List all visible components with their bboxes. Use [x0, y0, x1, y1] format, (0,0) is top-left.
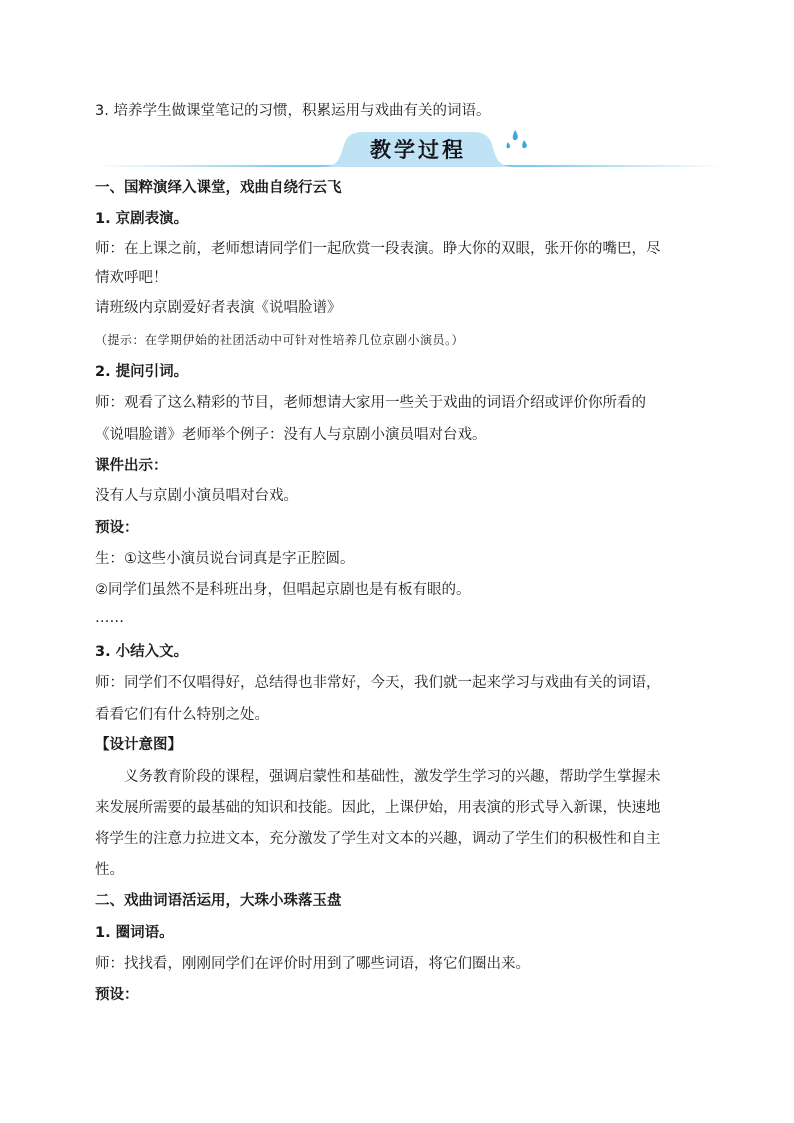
section-banner-title: 教学过程: [370, 138, 466, 162]
part1-step1-teacher-line2: 情欢呼吧！: [95, 270, 168, 286]
part2-preset-label: 预设：: [95, 987, 139, 1003]
part1-step2-teacher-line2: 《说唱脸谱》老师举个例子：没有人与京剧小演员唱对台戏。: [95, 427, 487, 443]
design-intent-label: 【设计意图】: [95, 737, 182, 753]
courseware-text: 没有人与京剧小演员唱对台戏。: [95, 488, 298, 504]
part1-step1-title: 1. 京剧表演。: [95, 211, 189, 227]
preset-answer-1: 生：①这些小演员说台词真是字正腔圆。: [95, 551, 355, 567]
part2-step1-teacher: 师：找找看，刚刚同学们在评价时用到了哪些词语，将它们圈出来。: [95, 956, 530, 972]
part2-step1-title: 1. 圈词语。: [95, 925, 174, 941]
part1-step1-tip: （提示：在学期伊始的社团活动中可针对性培养几位京剧小演员。）: [95, 333, 465, 347]
water-drops-icon: [505, 128, 531, 158]
design-intent-line4: 性。: [95, 862, 124, 878]
part1-step1-performance: 请班级内京剧爱好者表演《说唱脸谱》: [95, 300, 342, 316]
preset-label: 预设：: [95, 520, 139, 536]
part1-step2-title: 2. 提问引词。: [95, 364, 189, 380]
preset-ellipsis: ……: [95, 610, 124, 626]
part1-step1-teacher-line1: 师：在上课之前，老师想请同学们一起欣赏一段表演。睁大你的双眼，张开你的嘴巴，尽: [95, 241, 661, 257]
preset-answer-2: ②同学们虽然不是科班出身，但唱起京剧也是有板有眼的。: [95, 582, 471, 598]
courseware-label: 课件出示：: [95, 458, 168, 474]
design-intent-line1: 义务教育阶段的课程，强调启蒙性和基础性，激发学生学习的兴趣，帮助学生掌握未: [124, 769, 661, 785]
objective-3: 3. 培养学生做课堂笔记的习惯，积累运用与戏曲有关的词语。: [95, 103, 491, 119]
part1-step3-teacher-line2: 看看它们有什么特别之处。: [95, 707, 269, 723]
design-intent-line2: 来发展所需要的最基础的知识和技能。因此，上课伊始，用表演的形式导入新课，快速地: [95, 800, 661, 816]
part1-step2-teacher-line1: 师：观看了这么精彩的节目，老师想请大家用一些关于戏曲的词语介绍或评价你所看的: [95, 395, 646, 411]
part1-heading: 一、国粹演绎入课堂，戏曲自绕行云飞: [95, 180, 342, 196]
part1-step3-title: 3. 小结入文。: [95, 644, 189, 660]
design-intent-line3: 将学生的注意力拉进文本，充分激发了学生对文本的兴趣，调动了学生们的积极性和自主: [95, 831, 661, 847]
section-banner: [95, 128, 725, 172]
part1-step3-teacher-line1: 师：同学们不仅唱得好，总结得也非常好，今天，我们就一起来学习与戏曲有关的词语，: [95, 675, 661, 691]
part2-heading: 二、戏曲词语活运用，大珠小珠落玉盘: [95, 893, 342, 909]
